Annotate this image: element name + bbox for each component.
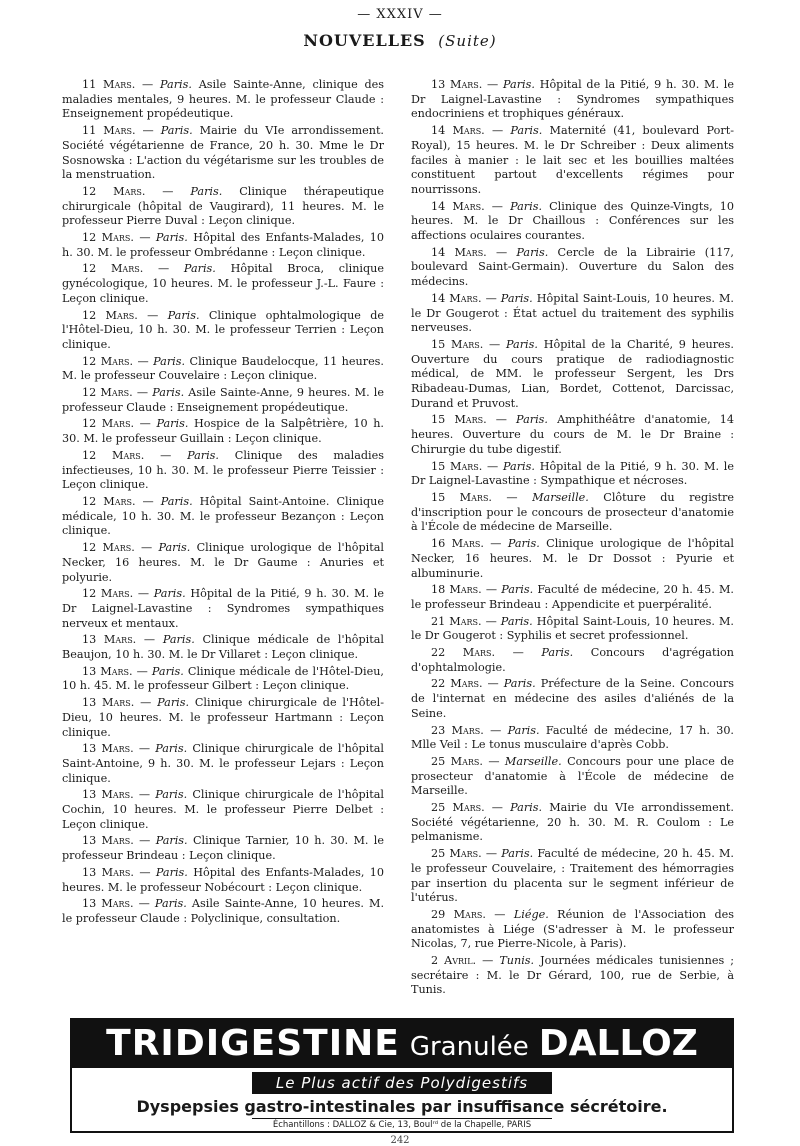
news-entry: 13 Mars. — Paris. Clinique chirurgicale de l'hôpital Cochin, 10 heures. M. le professeur Pierre Delbet : Leçon clinique.	[62, 788, 384, 831]
entry-date: 13 Mars.	[431, 78, 483, 91]
entry-text: Hôpital des Enfants-Malades, 10 h. 30. M. le professeur Ombrédanne : Leçon clinique.	[62, 231, 384, 259]
entry-date: 12 Mars.	[82, 448, 145, 462]
right-column	[411, 78, 734, 1000]
entry-text: Maternité (41, boulevard Port-Royal), 15 heures. M. le Dr Schreiber : Deux aliments faciles à manier : le lait sec et les bouillies maltées constituent partout d'excellents régimes pour nourrissons.	[411, 124, 734, 196]
ad-descriptor: Granulée	[409, 1032, 529, 1062]
entry-text: Hôpital des Enfants-Malades, 10 heures. M. le professeur Nobécourt : Leçon clinique.	[62, 865, 384, 894]
entry-date: 12 Mars.	[82, 386, 133, 400]
entry-city: Paris.	[516, 245, 549, 259]
entry-text: Faculté de médecine, 17 h. 30. Mlle Veil : Le tonus musculaire d'après Cobb.	[411, 723, 734, 752]
entry-text: Amphithéâtre d'anatomie, 14 heures. Ouverture du cours de M. le Dr Braine : Chirurgie du tube digestif.	[411, 413, 734, 456]
page-header	[0, 6, 800, 52]
entry-text: Clinique des Quinze-Vingts, 10 heures. M. le Dr Chaillous : Conférences sur les affections oculaires courantes.	[411, 199, 734, 243]
entry-city: Paris.	[160, 78, 192, 91]
entry-text: Réunion de l'Association des anatomistes à Liége (S'adresser à M. le professeur Nicolas, 7, rue Pierre-Nicole, à Paris).	[411, 907, 734, 951]
entry-text: Clinique ophtalmologique de l'Hôtel-Dieu, 10 h. 30. M. le professeur Terrien : Leçon clinique.	[62, 308, 384, 351]
section-title	[0, 30, 800, 52]
entry-date: 12 Mars.	[82, 184, 146, 198]
news-entry: 13 Mars. — Paris. Hôpital des Enfants-Malades, 10 heures. M. le professeur Nobécourt : Leçon clinique.	[62, 865, 384, 894]
entry-city: Paris.	[152, 386, 185, 400]
ad-maker-name: DALLOZ	[538, 1023, 698, 1064]
entry-text: Clinique médicale de l'hôpital Beaujon, 10 h. 30. M. le Dr Villaret : Leçon clinique.	[62, 633, 384, 662]
entry-city: Paris.	[190, 184, 223, 198]
entry-city: Paris.	[541, 646, 574, 660]
entry-date: 13 Mars.	[82, 664, 133, 678]
entry-text: Clinique chirurgicale de l'hôpital Saint-Antoine, 9 h. 30. M. le professeur Lejars : Leçon clinique.	[62, 742, 384, 785]
entry-text: Asile Sainte-Anne, 9 heures. M. le professeur Claude : Enseignement propédeutique.	[62, 386, 384, 414]
ad-claim: Dyspepsies gastro-intestinales par insuffisance sécrétoire.	[136, 1097, 668, 1116]
news-entry: 15 Mars. — Paris. Amphithéâtre d'anatomie, 14 heures. Ouverture du cours de M. le Dr Braine : Chirurgie du tube digestif.	[411, 413, 734, 456]
news-entry: 13 Mars. — Paris. Clinique Tarnier, 10 h. 30. M. le professeur Brindeau : Leçon clinique.	[62, 834, 385, 863]
entry-date: 12 Mars.	[82, 417, 135, 431]
entry-city: Paris.	[156, 417, 189, 431]
entry-city: Paris.	[155, 742, 188, 756]
section-title-suffix: (Suite)	[438, 32, 497, 50]
entry-city: Paris.	[158, 541, 191, 555]
entry-text: Clinique médicale de l'Hôtel-Dieu, 10 h. 45. M. le professeur Gilbert : Leçon clinique.	[62, 664, 384, 693]
entry-text: Clinique chirurgicale de l'Hôtel-Dieu, 10 heures. M. le professeur Hartmann : Leçon clinique.	[62, 696, 384, 739]
news-entry: 12 Mars. — Paris. Clinique Baudelocque, 11 heures. M. le professeur Couvelaire : Leçon clinique.	[62, 354, 384, 383]
entry-text: Clinique Baudelocque, 11 heures. M. le professeur Couvelaire : Leçon clinique.	[62, 354, 384, 383]
news-entry: 29 Mars. — Liége. Réunion de l'Association des anatomistes à Liége (S'adresser à M. le professeur Nicolas, 7, rue Pierre-Nicole, à Paris).	[411, 907, 734, 951]
entry-city: Paris.	[503, 78, 535, 91]
page-footer-number: 242	[390, 1135, 410, 1146]
entry-date: 12 Mars.	[82, 587, 134, 601]
entry-text: Concours d'agrégation d'ophtalmologie.	[411, 646, 734, 674]
entry-text: Hôpital Saint-Antoine. Clinique médicale, 10 h. 30. M. le professeur Bezançon : Leçon clinique.	[62, 494, 384, 538]
news-entry: 12 Mars. — Paris. Hôpital de la Pitié, 9 h. 30. M. le Dr Laignel-Lavastine : Syndromes sympathiques nerveux et mentaux.	[62, 587, 384, 630]
news-entry: 12 Mars. — Paris. Asile Sainte-Anne, 9 heures. M. le professeur Claude : Enseignement propédeutique.	[62, 386, 384, 414]
entry-city: Paris.	[507, 723, 540, 737]
entry-date: 15 Mars.	[431, 490, 492, 504]
entry-date: 12 Mars.	[82, 354, 133, 368]
entry-date: 12 Mars.	[82, 308, 138, 322]
left-column	[62, 78, 384, 929]
news-entry: 13 Mars. — Paris. Clinique médicale de l'Hôtel-Dieu, 10 h. 45. M. le professeur Gilbert : Leçon clinique.	[62, 664, 384, 693]
news-entry: 15 Mars. — Marseille. Clôture du registre d'inscription pour le concours de prosecteur d'anatomie à l'École de médecine de Marseille.	[411, 490, 734, 534]
news-entry: 11 Mars. — Paris. Mairie du VIe arrondissement. Société végétarienne de France, 20 h. 30. Mme le Dr Sosnowska : L'action du végétarisme sur les troubles de la menstruation.	[62, 124, 384, 182]
entry-text: Faculté de médecine, 20 h. 45. M. le professeur Brindeau : Appendicite et puerpéralité.	[411, 583, 734, 611]
entry-city: Marseille.	[504, 754, 562, 768]
entry-city: Paris.	[510, 801, 543, 815]
entry-city: Paris.	[503, 677, 536, 691]
entry-text: Mairie du VIe arrondissement. Société végétarienne de France, 20 h. 30. Mme le Dr Sosnowska : L'action du végétarisme sur les troubles de la menstruation.	[62, 124, 384, 182]
entry-text: Mairie du VIe arrondissement. Société végétarienne, 20 h. 30. M. R. Coulom : Le pelmanisme.	[411, 801, 734, 844]
news-entry: 2 Avril. — Tunis. Journées médicales tunisiennes ; secrétaire : M. le Dr Gérard, 100, rue de Serbie, à Tunis.	[411, 954, 734, 997]
news-entry: 12 Mars. — Paris. Hôpital des Enfants-Malades, 10 h. 30. M. le professeur Ombrédanne : Leçon clinique.	[62, 231, 384, 259]
entry-date: 23 Mars.	[431, 723, 484, 737]
section-title-text: NOUVELLES	[303, 31, 426, 50]
news-entry: 21 Mars. — Paris. Hôpital Saint-Louis, 10 heures. M. le Dr Gougerot : Syphilis et secret professionnel.	[411, 614, 734, 643]
entry-text: Hôpital de la Charité, 9 heures. Ouverture du cours pratique de radiodiagnostic médical, de MM. le professeur Sergent, les Drs Ribadeau-Dumas, Lian, Bordet, Cottenot, Darcissac, Durand et Pruvost.	[411, 337, 734, 410]
entry-text: Clinique des maladies infectieuses, 10 h. 30. M. le professeur Pierre Teissier : Leçon clinique.	[62, 448, 384, 492]
entry-date: 13 Mars.	[82, 834, 134, 848]
news-entry: 13 Mars. — Paris. Asile Sainte-Anne, 10 heures. M. le professeur Claude : Polyclinique, consultation.	[62, 897, 384, 925]
news-entry: 16 Mars. — Paris. Clinique urologique de l'hôpital Necker, 16 heures. M. le Dr Dossot : Pyurie et albuminurie.	[411, 537, 734, 580]
entry-date: 13 Mars.	[82, 788, 134, 802]
entry-city: Paris.	[153, 354, 186, 368]
entry-date: 13 Mars.	[82, 633, 137, 647]
entry-date: 22 Mars.	[431, 646, 496, 660]
entry-text: Préfecture de la Seine. Concours de l'internat en médecine des asiles d'aliénés de la Seine.	[411, 677, 734, 720]
entry-city: Paris.	[155, 834, 188, 848]
entry-date: 15 Mars.	[431, 413, 487, 427]
entry-text: Concours pour une place de prosecteur d'anatomie à l'École de médecine de Marseille.	[411, 754, 734, 798]
entry-date: 2 Avril.	[431, 954, 477, 968]
news-entry: 13 Mars. — Paris. Hôpital de la Pitié, 9 h. 30. M. le Dr Laignel-Lavastine : Syndromes sympathiques endocriniens et trophiques généraux.	[411, 78, 734, 121]
entry-date: 15 Mars.	[431, 459, 483, 473]
news-entry: 12 Mars. — Paris. Hôpital Broca, clinique gynécologique, 10 heures. M. le professeur J.-L. Faure : Leçon clinique.	[62, 262, 384, 305]
entry-city: Paris.	[154, 897, 187, 911]
entry-city: Paris.	[507, 537, 540, 551]
news-entry: 12 Mars. — Paris. Clinique thérapeutique chirurgicale (hôpital de Vaugirard), 11 heures. M. le professeur Pierre Duval : Leçon clinique.	[62, 184, 384, 228]
entry-city: Paris.	[516, 413, 548, 427]
entry-date: 13 Mars.	[82, 865, 134, 879]
entry-city: Paris.	[155, 231, 188, 245]
news-entry: 18 Mars. — Paris. Faculté de médecine, 20 h. 45. M. le professeur Brindeau : Appendicite et puerpéralité.	[411, 583, 734, 611]
entry-date: 13 Mars.	[82, 696, 135, 710]
entry-text: Cercle de la Librairie (117, boulevard Saint-Germain). Ouverture du Salon des médecins.	[411, 245, 734, 289]
entry-text: Hôpital Saint-Louis, 10 heures. M. le Dr Gougerot : Syphilis et secret professionnel.	[411, 614, 734, 643]
entry-text: Hôpital Broca, clinique gynécologique, 10 heures. M. le professeur J.-L. Faure : Leçon clinique.	[62, 262, 384, 305]
entry-city: Tunis.	[499, 954, 535, 968]
entry-date: 12 Mars.	[82, 494, 136, 508]
news-entry: 13 Mars. — Paris. Clinique chirurgicale de l'hôpital Saint-Antoine, 9 h. 30. M. le professeur Lejars : Leçon clinique.	[62, 742, 384, 785]
news-entry: 12 Mars. — Paris. Clinique ophtalmologique de l'Hôtel-Dieu, 10 h. 30. M. le professeur Terrien : Leçon clinique.	[62, 308, 384, 351]
entry-date: 14 Mars.	[431, 124, 485, 138]
entry-city: Paris.	[183, 262, 216, 276]
entry-city: Paris.	[162, 633, 195, 647]
entry-date: 25 Mars.	[431, 847, 482, 861]
entry-text: Hospice de la Salpêtrière, 10 h. 30. M. le professeur Guillain : Leçon clinique.	[62, 417, 384, 446]
entry-date: 25 Mars.	[431, 801, 485, 815]
entry-city: Paris.	[500, 291, 533, 305]
entry-date: 13 Mars.	[82, 897, 134, 911]
entry-date: 14 Mars.	[431, 199, 485, 213]
ad-brand-name: TRIDIGESTINE	[106, 1023, 400, 1064]
news-entry: 15 Mars. — Paris. Hôpital de la Charité, 9 heures. Ouverture du cours pratique de radiodiagnostic médical, de MM. le professeur Sergent, les Drs Ribadeau-Dumas, Lian, Bordet, Cottenot, Darcissac, Durand et Pruvost.	[411, 337, 734, 410]
news-entry: 11 Mars. — Paris. Asile Sainte-Anne, clinique des maladies mentales, 9 heures. M. le professeur Claude : Enseignement propédeutique.	[62, 78, 384, 121]
entry-text: Clôture du registre d'inscription pour le concours de prosecteur d'anatomie à l'École de médecine de Marseille.	[411, 490, 734, 534]
ad-title-band	[72, 1020, 732, 1068]
news-entry: 23 Mars. — Paris. Faculté de médecine, 17 h. 30. Mlle Veil : Le tonus musculaire d'après Cobb.	[411, 723, 734, 752]
entry-date: 14 Mars.	[431, 291, 482, 305]
news-entry: 15 Mars. — Paris. Hôpital de la Pitié, 9 h. 30. M. le Dr Laignel-Lavastine : Sympathique et nécroses.	[411, 459, 734, 488]
entry-date: 25 Mars.	[431, 754, 483, 768]
entry-city: Marseille.	[532, 490, 589, 504]
entry-date: 29 Mars.	[431, 907, 486, 921]
entry-city: Paris.	[167, 308, 200, 322]
entry-city: Paris.	[501, 847, 534, 861]
entry-city: Paris.	[506, 337, 538, 351]
entry-city: Paris.	[160, 494, 193, 508]
entry-text: Faculté de médecine, 20 h. 45. M. le professeur Couvelaire, : Traitement des hémorragies par insertion du placenta sur le segment inférieur de l'utérus.	[411, 847, 734, 905]
news-entry: 14 Mars. — Paris. Cercle de la Librairie (117, boulevard Saint-Germain). Ouverture du Salon des médecins.	[411, 245, 734, 289]
news-entry: 25 Mars. — Marseille. Concours pour une place de prosecteur d'anatomie à l'École de médecine de Marseille.	[411, 754, 734, 798]
news-entry: 12 Mars. — Paris. Clinique urologique de l'hôpital Necker, 16 heures. M. le Dr Gaume : Anuries et polyurie.	[62, 541, 384, 584]
news-entry: 12 Mars. — Paris. Clinique des maladies infectieuses, 10 h. 30. M. le professeur Pierre Teissier : Leçon clinique.	[62, 448, 384, 492]
entry-date: 21 Mars.	[431, 614, 482, 628]
entry-text: Asile Sainte-Anne, clinique des maladies mentales, 9 heures. M. le professeur Claude : Enseignement propédeutique.	[62, 78, 384, 121]
entry-city: Paris.	[500, 614, 533, 628]
entry-city: Paris.	[160, 124, 193, 138]
entry-city: Paris.	[155, 865, 188, 879]
news-entry: 25 Mars. — Paris. Mairie du VIe arrondissement. Société végétarienne, 20 h. 30. M. R. Coulom : Le pelmanisme.	[411, 801, 734, 844]
news-entry: 25 Mars. — Paris. Faculté de médecine, 20 h. 45. M. le professeur Couvelaire, : Traitement des hémorragies par insertion du placenta sur le segment inférieur de l'utérus.	[411, 847, 734, 905]
entry-city: Paris.	[503, 459, 535, 473]
entry-city: Paris.	[153, 587, 186, 601]
news-entry: 12 Mars. — Paris. Hospice de la Salpêtrière, 10 h. 30. M. le professeur Guillain : Leçon clinique.	[62, 417, 384, 446]
page-number: — XXXIV —	[357, 7, 443, 22]
entry-date: 12 Mars.	[82, 231, 134, 245]
entry-city: Paris.	[501, 583, 534, 597]
news-entry: 22 Mars. — Paris. Concours d'agrégation d'ophtalmologie.	[411, 646, 734, 674]
entry-text: Clinique urologique de l'hôpital Necker, 16 heures. M. le Dr Dossot : Pyurie et albuminurie.	[411, 537, 734, 580]
entry-date: 18 Mars.	[431, 583, 482, 597]
entry-text: Hôpital Saint-Louis, 10 heures. M. le Dr Gougerot : État actuel du traitement des syphilis nerveuses.	[411, 291, 734, 335]
entry-date: 22 Mars.	[431, 677, 483, 691]
tridigestine-advertisement	[70, 1018, 734, 1133]
entry-date: 16 Mars.	[431, 537, 484, 551]
entry-date: 14 Mars.	[431, 245, 487, 259]
news-entry: 13 Mars. — Paris. Clinique chirurgicale de l'Hôtel-Dieu, 10 heures. M. le professeur Hartmann : Leçon clinique.	[62, 696, 384, 739]
news-entry: 14 Mars. — Paris. Maternité (41, boulevard Port-Royal), 15 heures. M. le Dr Schreiber : Deux aliments faciles à manier : le lait sec et les bouillies maltées constituent partout d'excellents régimes pour nourrissons.	[411, 124, 734, 196]
news-entry: 14 Mars. — Paris. Hôpital Saint-Louis, 10 heures. M. le Dr Gougerot : État actuel du traitement des syphilis nerveuses.	[411, 291, 734, 335]
entry-text: Clinique urologique de l'hôpital Necker, 16 heures. M. le Dr Gaume : Anuries et polyurie.	[62, 541, 384, 584]
entry-city: Paris.	[187, 448, 219, 462]
entry-date: 15 Mars.	[431, 337, 484, 351]
entry-text: Clinique thérapeutique chirurgicale (hôpital de Vaugirard), 11 heures. M. le professeur Pierre Duval : Leçon clinique.	[62, 184, 384, 228]
entry-text: Hôpital de la Pitié, 9 h. 30. M. le Dr Laignel-Lavastine : Sympathique et nécroses.	[411, 459, 734, 488]
entry-city: Paris.	[157, 696, 190, 710]
entry-date: 11 Mars.	[82, 124, 136, 138]
entry-date: 12 Mars.	[82, 541, 135, 555]
entry-text: Asile Sainte-Anne, 10 heures. M. le professeur Claude : Polyclinique, consultation.	[62, 897, 384, 925]
entry-date: 13 Mars.	[82, 742, 134, 756]
news-entry: 13 Mars. — Paris. Clinique médicale de l'hôpital Beaujon, 10 h. 30. M. le Dr Villaret : Leçon clinique.	[62, 633, 384, 662]
entry-city: Liége.	[513, 907, 549, 921]
entry-date: 12 Mars.	[82, 262, 144, 276]
entry-date: 11 Mars.	[82, 78, 136, 91]
entry-text: Journées médicales tunisiennes ; secrétaire : M. le Dr Gérard, 100, rue de Serbie, à Tunis.	[411, 954, 734, 997]
ad-tagline: Le Plus actif des Polydigestifs	[252, 1072, 552, 1094]
entry-city: Paris.	[155, 788, 188, 802]
entry-city: Paris.	[151, 664, 184, 678]
news-entry: 12 Mars. — Paris. Hôpital Saint-Antoine. Clinique médicale, 10 h. 30. M. le professeur Bezançon : Leçon clinique.	[62, 494, 384, 538]
entry-text: Hôpital de la Pitié, 9 h. 30. M. le Dr Laignel-Lavastine : Syndromes sympathiques nerveux et mentaux.	[62, 587, 384, 630]
entry-text: Clinique Tarnier, 10 h. 30. M. le professeur Brindeau : Leçon clinique.	[62, 834, 385, 863]
entry-text: Clinique chirurgicale de l'hôpital Cochin, 10 heures. M. le professeur Pierre Delbet : Leçon clinique.	[62, 788, 384, 831]
entry-city: Paris.	[510, 199, 542, 213]
entry-text: Hôpital de la Pitié, 9 h. 30. M. le Dr Laignel-Lavastine : Syndromes sympathiques endocriniens et trophiques généraux.	[411, 78, 734, 121]
ad-sample-address: Échantillons : DALLOZ & Cie, 13, Boulʳᵈ de la Chapelle, PARIS	[252, 1118, 552, 1133]
entry-city: Paris.	[510, 124, 543, 138]
news-entry: 14 Mars. — Paris. Clinique des Quinze-Vingts, 10 heures. M. le Dr Chaillous : Conférences sur les affections oculaires courantes.	[411, 199, 734, 243]
news-entry: 22 Mars. — Paris. Préfecture de la Seine. Concours de l'internat en médecine des asiles d'aliénés de la Seine.	[411, 677, 734, 720]
